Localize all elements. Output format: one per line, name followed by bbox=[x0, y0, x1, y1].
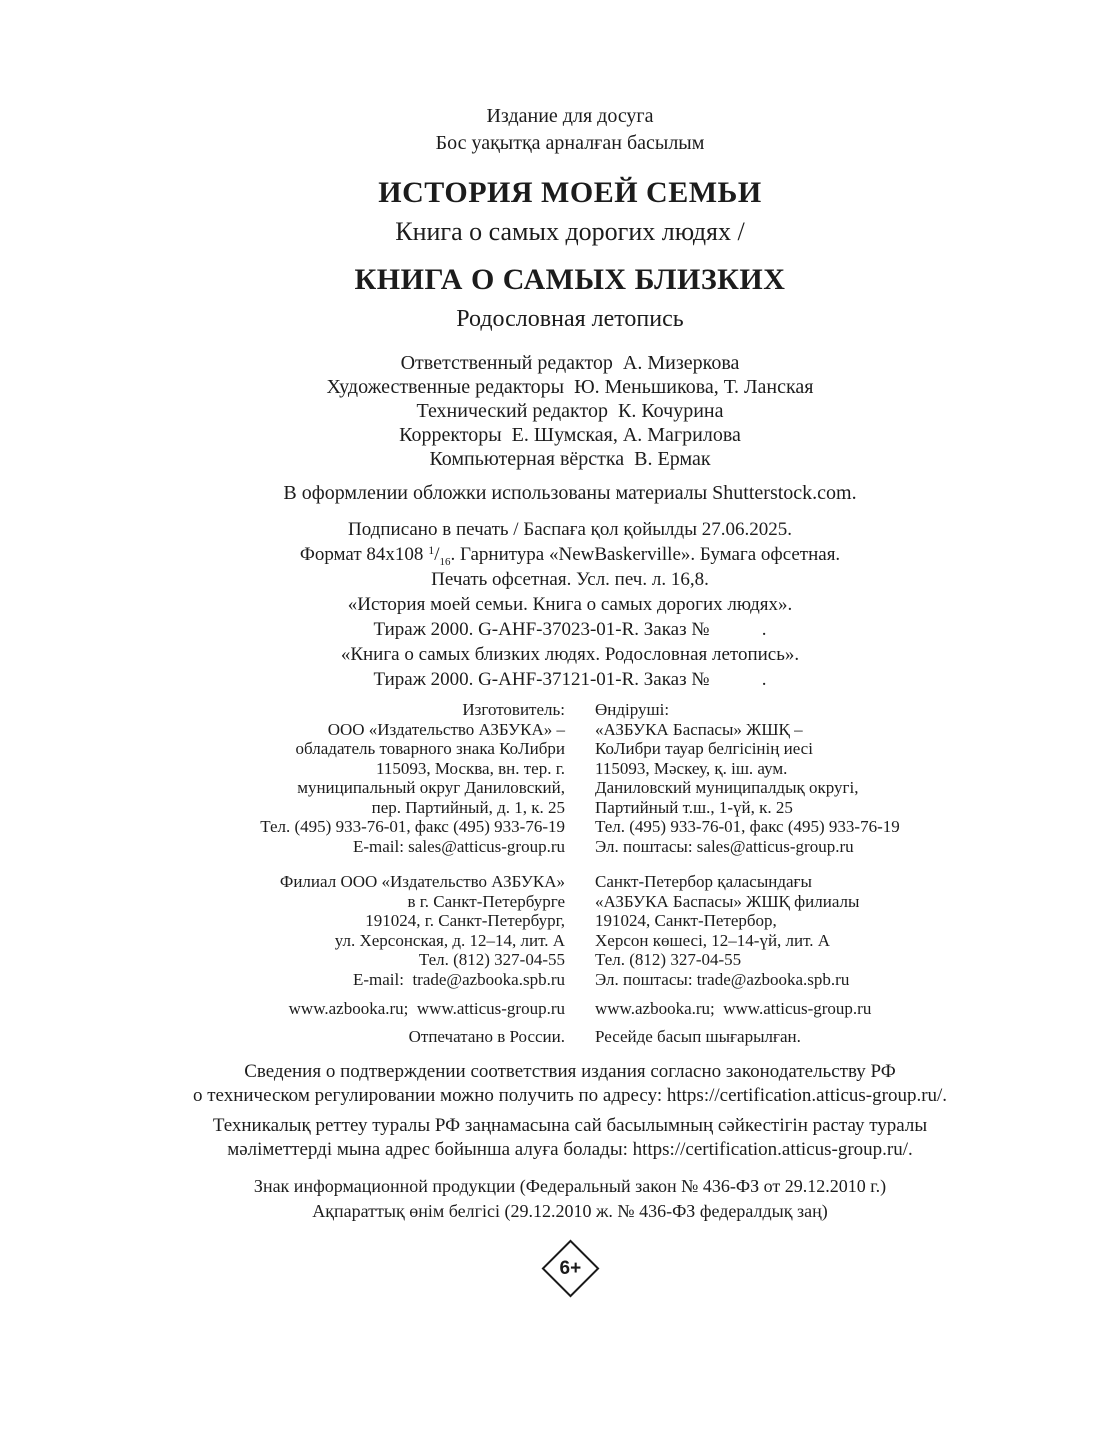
branch-kz-line: Санкт-Петербор қаласындағы bbox=[595, 872, 812, 891]
age-rating-badge bbox=[541, 1240, 599, 1298]
producer-ru-line: обладатель товарного знака КоЛибри bbox=[295, 739, 565, 758]
edition-type-ru: Издание для досуга bbox=[486, 105, 654, 127]
producer-kz-line: Тел. (495) 933-76-01, факс (495) 933-76-19 bbox=[595, 817, 900, 836]
producer-kz-line: Өндіруші: bbox=[595, 700, 670, 719]
producer-kz-line: Даниловский муниципалдық округі, bbox=[595, 778, 859, 797]
producer-ru-line: Тел. (495) 933-76-01, факс (495) 933-76-19 bbox=[260, 817, 565, 836]
certification-ru-line: о техническом регулировании можно получить по адресу: https://certification.atticus-group.ru/. bbox=[192, 1085, 948, 1106]
producer-ru-line: 115093, Москва, вн. тер. г. bbox=[375, 758, 565, 778]
print-book1-run: Тираж 2000. G-AHF-37023-01-R. Заказ № . bbox=[373, 619, 767, 640]
branch-ru-line: ул. Херсонская, д. 12–14, лит. А bbox=[334, 930, 565, 950]
printed-in-kz: Ресейде басып шығарылған. bbox=[595, 1026, 801, 1046]
branch-kz-line: «АЗБУКА Баспасы» ЖШҚ филиалы bbox=[595, 891, 860, 911]
websites-ru: www.azbooka.ru; www.atticus-group.ru bbox=[288, 999, 565, 1018]
branch-ru-line: 191024, г. Санкт-Петербург, bbox=[365, 911, 565, 930]
branch-kz-line: Эл. поштасы: trade@azbooka.spb.ru bbox=[595, 969, 850, 989]
format-numerator: 1 bbox=[428, 543, 435, 557]
websites-row bbox=[40, 999, 1100, 1019]
producer-ru-line: Изготовитель: bbox=[462, 700, 565, 719]
print-signed-line: Подписано в печать / Баспаға қол қойылды 27.06.2025. bbox=[348, 519, 792, 540]
branch-ru-line: Тел. (812) 327-04-55 bbox=[418, 950, 565, 969]
producer-block bbox=[40, 700, 1100, 856]
branch-ru-line: в г. Санкт-Петербурге bbox=[407, 891, 565, 911]
producer-ru-line: E-mail: sales@atticus-group.ru bbox=[352, 836, 565, 856]
cover-credit-line: В оформлении обложки использованы материалы Shutterstock.com. bbox=[283, 482, 857, 504]
info-product-sign-block bbox=[40, 1174, 1100, 1224]
branch-kz-line: Херсон көшесі, 12–14-үй, лит. А bbox=[595, 930, 831, 950]
age-badge-wrap bbox=[40, 1240, 1100, 1289]
branch-kz-line: 191024, Санкт-Петербор, bbox=[595, 911, 777, 930]
producer-kz-column bbox=[595, 700, 1100, 856]
printed-in-ru: Отпечатано в России. bbox=[408, 1026, 565, 1046]
producer-kz-line: КоЛибри тауар белгісінің иесі bbox=[595, 739, 813, 758]
staff-block bbox=[40, 351, 1100, 471]
book-title-kz: КНИГА О САМЫХ БЛИЗКИХ bbox=[354, 263, 786, 296]
producer-kz-line: «АЗБУКА Баспасы» ЖШҚ – bbox=[595, 719, 803, 739]
producer-ru-column bbox=[40, 700, 565, 856]
producer-kz-line: Партийный т.ш., 1-үй, к. 25 bbox=[595, 797, 793, 817]
branch-kz-column bbox=[595, 872, 1100, 989]
branch-ru-line: Филиал ООО «Издательство АЗБУКА» bbox=[279, 872, 565, 891]
print-format-line bbox=[40, 542, 1100, 567]
branch-ru-line: E-mail: trade@azbooka.spb.ru bbox=[352, 969, 565, 989]
format-denominator: 16 bbox=[439, 556, 451, 568]
branch-block bbox=[40, 872, 1100, 989]
edition-type-block bbox=[40, 103, 1100, 157]
age-rating-label: 6+ bbox=[559, 1257, 581, 1279]
producer-ru-line: ООО «Издательство АЗБУКА» – bbox=[327, 719, 565, 739]
staff-line-art-editors: Художественные редакторы Ю. Меньшикова, Т. Ланская bbox=[326, 376, 814, 398]
staff-line-proofreaders: Корректоры Е. Шумская, А. Магрилова bbox=[399, 424, 741, 446]
format-slash: / bbox=[434, 544, 440, 565]
info-product-sign-kz: Ақпараттық өнім белгісі (29.12.2010 ж. № 436-ФЗ федералдық заң) bbox=[312, 1201, 828, 1221]
certification-kz-line: мәліметтерді мына адрес бойынша алуға болады: https://certification.atticus-group.ru/. bbox=[227, 1139, 913, 1160]
staff-line-tech-editor: Технический редактор К. Кочурина bbox=[416, 400, 724, 422]
staff-line-managing-editor: Ответственный редактор А. Мизеркова bbox=[400, 352, 740, 374]
certification-kz-block bbox=[40, 1114, 1100, 1162]
book-subtitle-ru: Книга о самых дорогих людях / bbox=[395, 217, 745, 246]
branch-ru-column bbox=[40, 872, 565, 989]
print-book1-title: «История моей семьи. Книга о самых дорогих людях». bbox=[347, 594, 793, 615]
format-prefix: Формат 84х108 bbox=[299, 544, 429, 565]
producer-kz-line: Эл. поштасы: sales@atticus-group.ru bbox=[595, 836, 854, 856]
certification-kz-line: Техникалық реттеу туралы РФ заңнамасына сай басылымның сәйкестігін растау туралы bbox=[212, 1115, 928, 1136]
producer-ru-line: муниципальный округ Даниловский, bbox=[297, 778, 565, 797]
producer-ru-line: пер. Партийный, д. 1, к. 25 bbox=[371, 797, 565, 817]
certification-ru-block bbox=[40, 1060, 1100, 1108]
staff-line-layout: Компьютерная вёрстка В. Ермак bbox=[429, 448, 711, 470]
print-book2-run: Тираж 2000. G-AHF-37121-01-R. Заказ № . bbox=[373, 669, 767, 690]
producer-kz-line: 115093, Мәскеу, қ. іш. аум. bbox=[595, 758, 788, 778]
certification-ru-line: Сведения о подтверждении соответствия издания согласно законодательству РФ bbox=[244, 1061, 896, 1082]
print-book2-title: «Книга о самых близких людях. Родословная летопись». bbox=[340, 644, 800, 665]
print-info-block bbox=[40, 517, 1100, 692]
info-product-sign-ru: Знак информационной продукции (Федеральный закон № 436-ФЗ от 29.12.2010 г.) bbox=[253, 1176, 887, 1196]
book-subtitle-kz: Родословная летопись bbox=[456, 306, 684, 332]
websites-kz: www.azbooka.ru; www.atticus-group.ru bbox=[595, 999, 872, 1018]
branch-kz-line: Тел. (812) 327-04-55 bbox=[595, 950, 742, 969]
format-suffix: . Гарнитура «NewBaskerville». Бумага офсетная. bbox=[450, 544, 841, 565]
print-offset-line: Печать офсетная. Усл. печ. л. 16,8. bbox=[431, 569, 709, 590]
title-block bbox=[40, 173, 1100, 337]
edition-type-kz: Бос уақытқа арналған басылым bbox=[435, 132, 705, 154]
book-title-ru: ИСТОРИЯ МОЕЙ СЕМЬИ bbox=[378, 176, 762, 209]
printed-in-row bbox=[40, 1027, 1100, 1047]
